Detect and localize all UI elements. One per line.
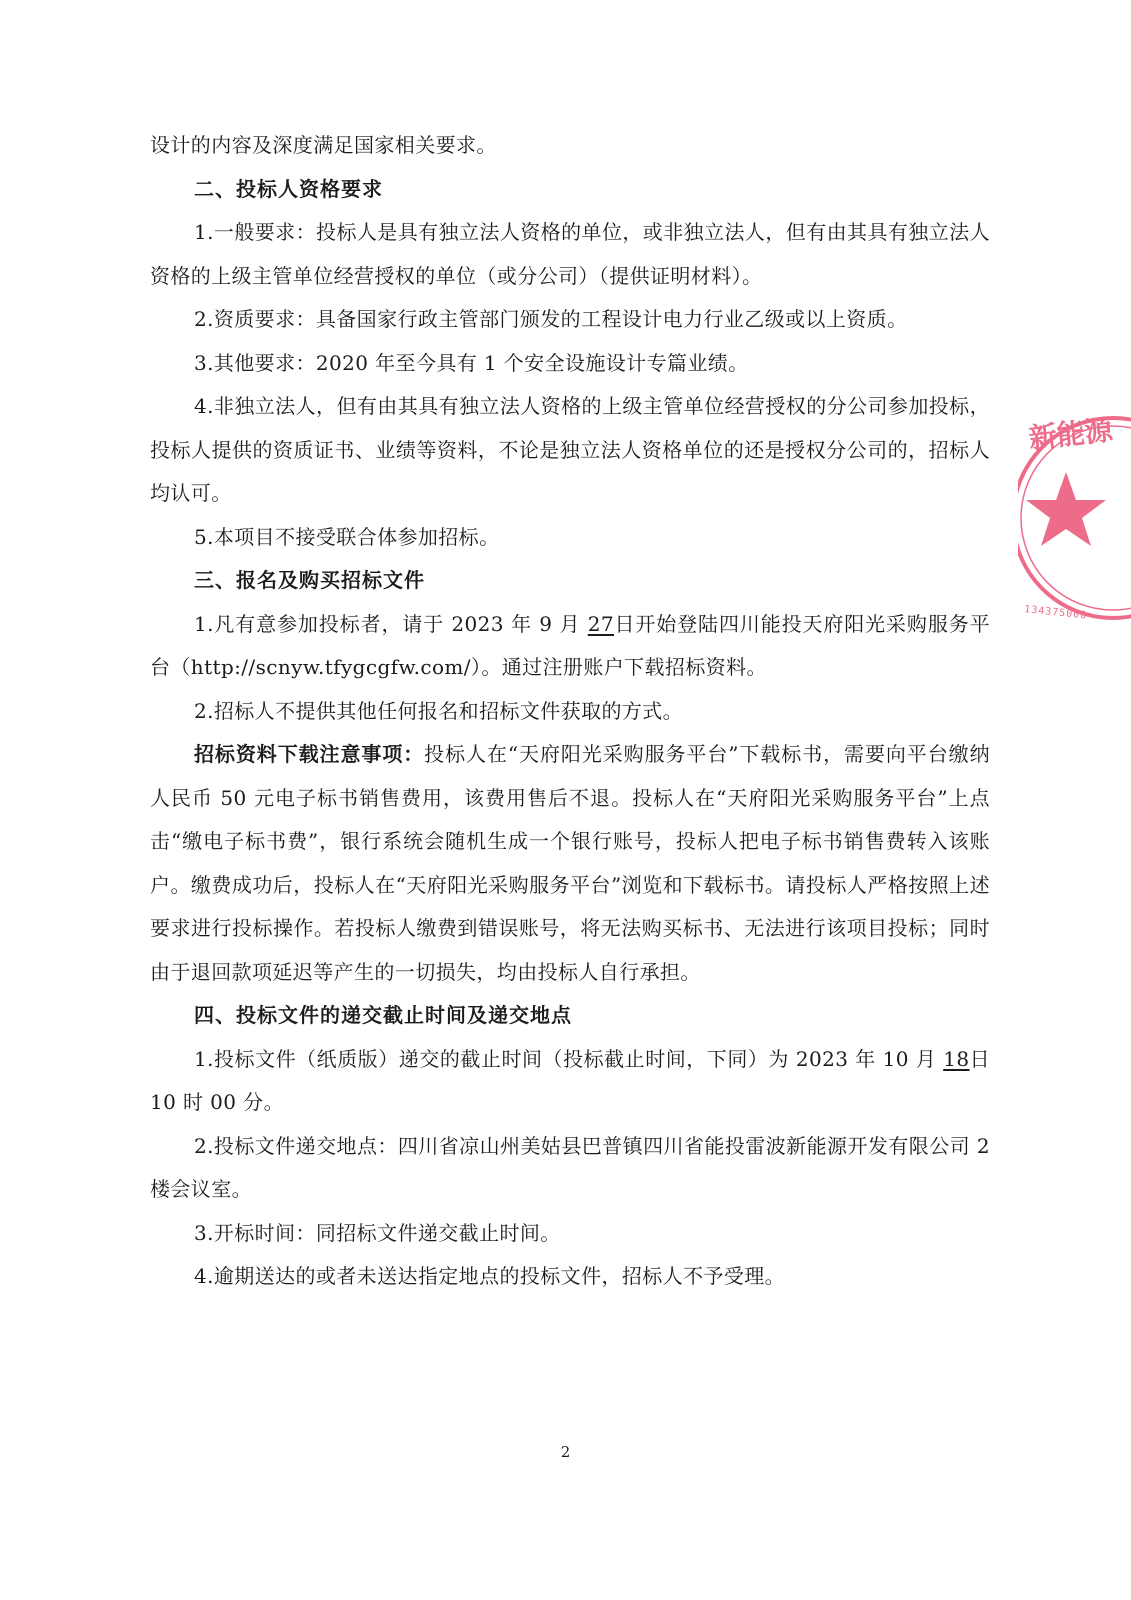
submission-deadline-day: 18 [943,1046,970,1071]
submission-deadline-text: 1.投标文件（纸质版）递交的截止时间（投标截止时间，下同）为 2023 年 10 月 [194,1046,944,1071]
seal-number: 134375000 [1023,604,1088,622]
section-heading-registration: 三、报名及购买招标文件 [194,568,425,592]
section-heading-submission: 四、投标文件的递交截止时间及递交地点 [194,1003,572,1027]
registration-item-platform [150,603,990,690]
page-number: 2 [560,1443,571,1461]
qualification-item-branch: 4.非独立法人，但有由其具有独立法人资格的上级主管单位经营授权的分公司参加投标，投标人提供的资质证书、业绩等资料，不论是独立法人资格单位的还是授权分公司的，招标人均认可。 [150,394,990,505]
download-notice-label: 招标资料下载注意事项： [194,742,425,766]
seal-text: 新能源 [1027,413,1115,455]
qualification-item-other: 3.其他要求：2020 年至今具有 1 个安全设施设计专篇业绩。 [194,350,749,375]
company-seal [1018,398,1131,638]
registration-platform-text: 日开始登陆四川能投天府阳光采购服务平台（http://scnyw.tfygcgfw.com/）。通过注册账户下载招标资料。 [150,611,990,679]
qualification-item-consortium: 5.本项目不接受联合体参加招标。 [194,524,500,549]
continuation-paragraph: 设计的内容及深度满足国家相关要求。 [150,133,497,157]
document-body [150,124,990,1299]
registration-date-text: 1.凡有意参加投标者，请于 2023 年 9 月 [194,611,588,636]
registration-start-day: 27 [587,611,615,636]
submission-item-late: 4.逾期送达的或者未送达指定地点的投标文件，招标人不予受理。 [194,1264,786,1288]
download-notice-text: 投标人在“天府阳光采购服务平台”下载标书，需要向平台缴纳人民币 50 元电子标书销售费用，该费用售后不退。投标人在“天府阳光采购服务平台”上点击“缴电子标书费”，银行系统会随机生成一个银行账号，投标人把电子标书销售费转入该账户。缴费成功后，投标人在“天府阳光采购服务平台”浏览和下载标书。请投标人严格按照上述要求进行投标操作。若投标人缴费到错误账号，将无法购买标书、无法进行该项目投标；同时由于退回款项延迟等产生的一切损失，均由投标人自行承担。 [150,742,990,984]
qualification-item-credentials: 2.资质要求：具备国家行政主管部门颁发的工程设计电力行业乙级或以上资质。 [194,307,908,331]
submission-deadline-time: 日 10 时 00 分。 [150,1046,991,1114]
registration-item-methods: 2.招标人不提供其他任何报名和招标文件获取的方式。 [194,698,684,723]
section-heading-qualifications: 二、投标人资格要求 [194,176,383,201]
submission-item-opening: 3.开标时间：同招标文件递交截止时间。 [194,1220,561,1245]
download-notice-paragraph [150,733,990,994]
qualification-item-general: 1.一般要求：投标人是具有独立法人资格的单位，或非独立法人，但有由其具有独立法人资格的上级主管单位经营授权的单位（或分公司）（提供证明材料）。 [150,220,990,288]
submission-item-deadline [150,1038,990,1125]
submission-item-location: 2.投标文件递交地点：四川省凉山州美姑县巴普镇四川省能投雷波新能源开发有限公司 2 楼会议室。 [150,1133,990,1201]
